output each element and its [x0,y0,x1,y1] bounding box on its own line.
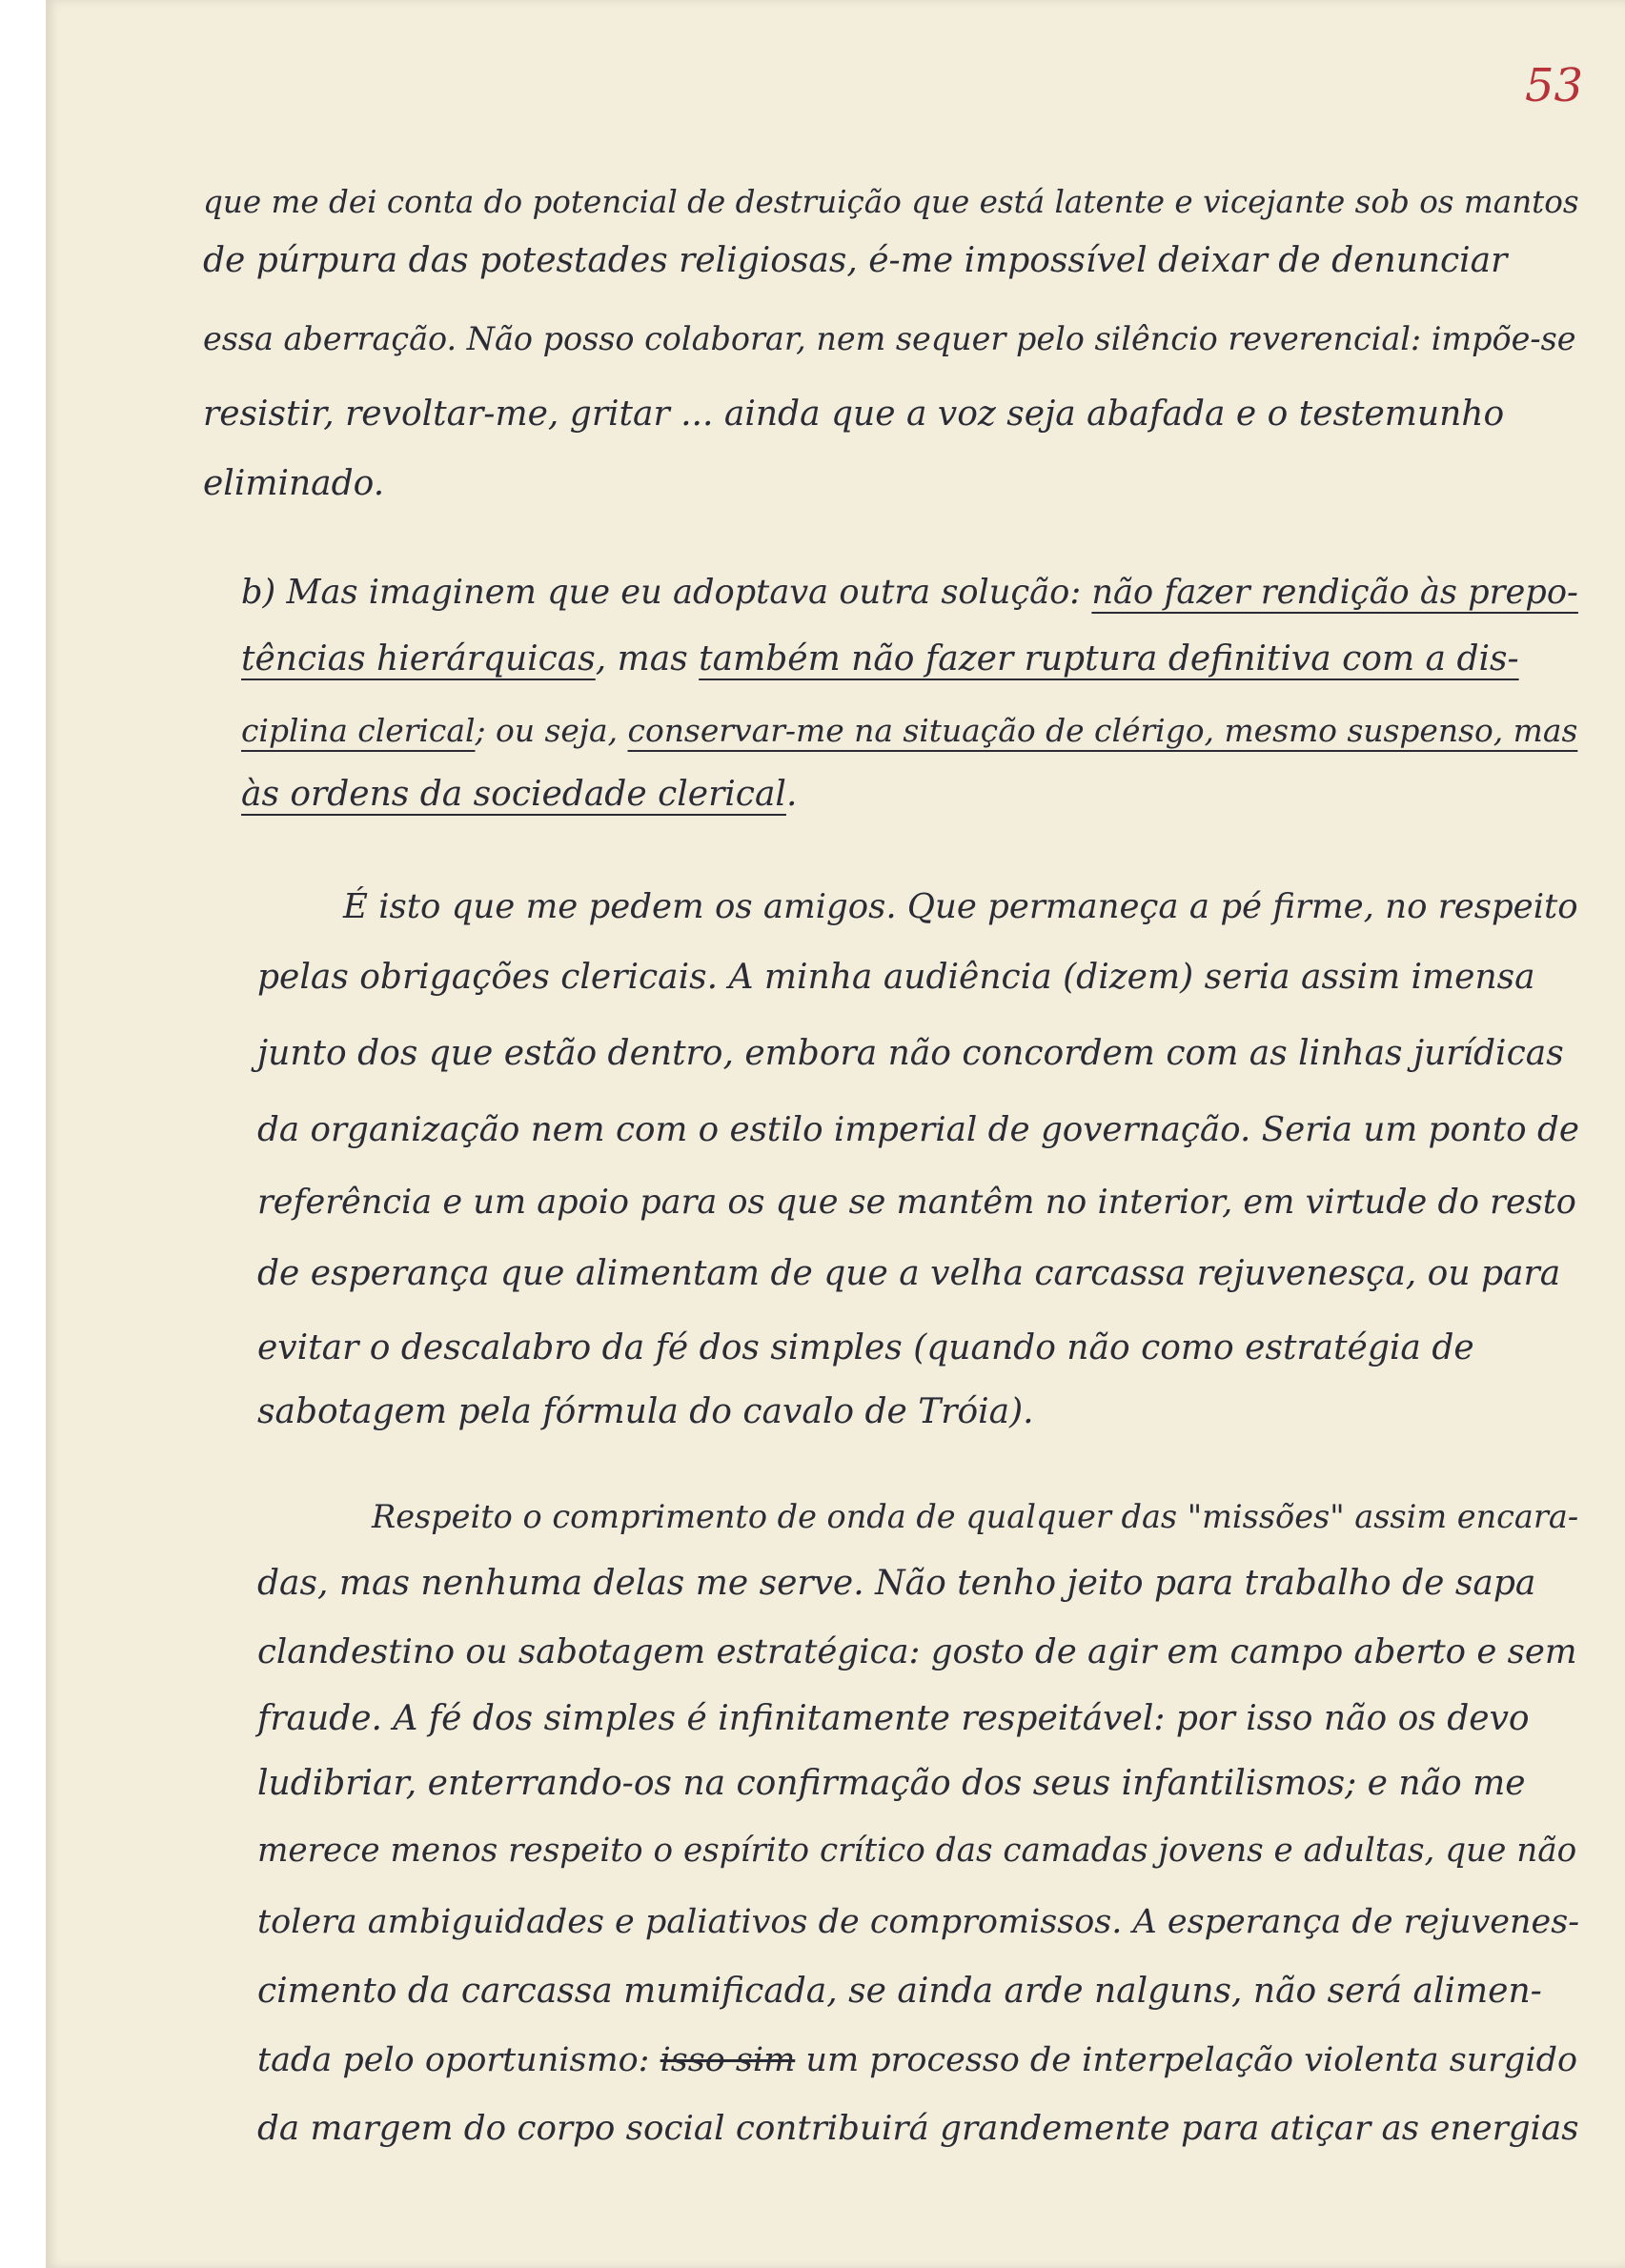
text-line: Respeito o comprimento de onda de qualquer das "missões" assim encara- [372,1498,1579,1535]
text-line: de púrpura das potestades religiosas, é-me impossível deixar de denunciar [203,241,1508,280]
text-line [241,638,1519,680]
text-line: essa aberração. Não posso colaborar, nem sequer pelo silêncio reverencial: impõe-se [203,320,1576,357]
underlined-text: às ordens da sociedade clerical [241,775,786,814]
text-line: resistir, revoltar-me, gritar ... ainda que a voz seja abafada e o testemunho [203,395,1505,434]
text-line: eliminado. [203,464,385,503]
text-line: junto dos que estão dentro, embora não concordem com as linhas jurídicas [257,1034,1564,1073]
manuscript-page [46,0,1625,2268]
line-text: um processo de interpelação violenta surgido [795,2041,1578,2079]
text-line: merece menos respeito o espírito crítico das camadas jovens e adultas, que não [257,1832,1577,1870]
text-line: de esperança que alimentam de que a velha carcassa rejuvenesça, ou para [257,1254,1561,1293]
text-line [241,710,1577,752]
text-line: evitar o descalabro da fé dos simples (quando não como estratégia de [257,1328,1474,1367]
struck-text: isso sim [660,2041,796,2079]
text-line [257,2039,1577,2081]
line-text: ; ou seja, [475,712,628,749]
text-line [241,774,797,816]
line-text: b) Mas imaginem que eu adoptava outra solução: [241,573,1092,612]
text-line: É isto que me pedem os amigos. Que permaneça a pé firme, no respeito [343,887,1578,926]
text-line: tolera ambiguidades e paliativos de compromissos. A esperança de rejuvenes- [257,1903,1580,1941]
text-line: que me dei conta do potencial de destruição que está latente e vicejante sob os mantos [203,184,1579,220]
text-line: cimento da carcassa mumificada, se ainda arde nalguns, não será alimen- [257,1972,1542,2011]
text-line: da margem do corpo social contribuirá grandemente para atiçar as energias [257,2109,1579,2148]
text-line: da organização nem com o estilo imperial de governação. Seria um ponto de [257,1110,1579,1149]
text-line: clandestino ou sabotagem estratégica: gosto de agir em campo aberto e sem [257,1632,1577,1671]
text-line: pelas obrigações clericais. A minha audiência (dizem) seria assim imensa [257,958,1535,997]
text-line: referência e um apoio para os que se mantêm no interior, em virtude do resto [257,1183,1576,1222]
text-line: das, mas nenhuma delas me serve. Não tenho jeito para trabalho de sapa [257,1564,1536,1603]
underlined-text: tências hierárquicas [241,639,596,678]
text-line [241,572,1578,614]
underlined-text: não fazer rendição às prepo- [1091,573,1578,612]
underlined-text: também não fazer ruptura definitiva com a dis- [699,639,1519,678]
line-text: tada pelo oportunismo: [257,2041,660,2079]
underlined-text: ciplina clerical [241,712,476,749]
text-line: fraude. A fé dos simples é infinitamente respeitável: por isso não os devo [257,1699,1530,1738]
line-text: , mas [595,639,700,678]
text-line: ludibriar, enterrando-os na confirmação dos seus infantilismos; e não me [257,1764,1526,1803]
page-number: 53 [1525,59,1584,112]
line-text: . [785,775,798,814]
text-line: sabotagem pela fórmula do cavalo de Tróia). [257,1392,1034,1431]
underlined-text: conservar-me na situação de clérigo, mesmo suspenso, mas [627,712,1578,749]
